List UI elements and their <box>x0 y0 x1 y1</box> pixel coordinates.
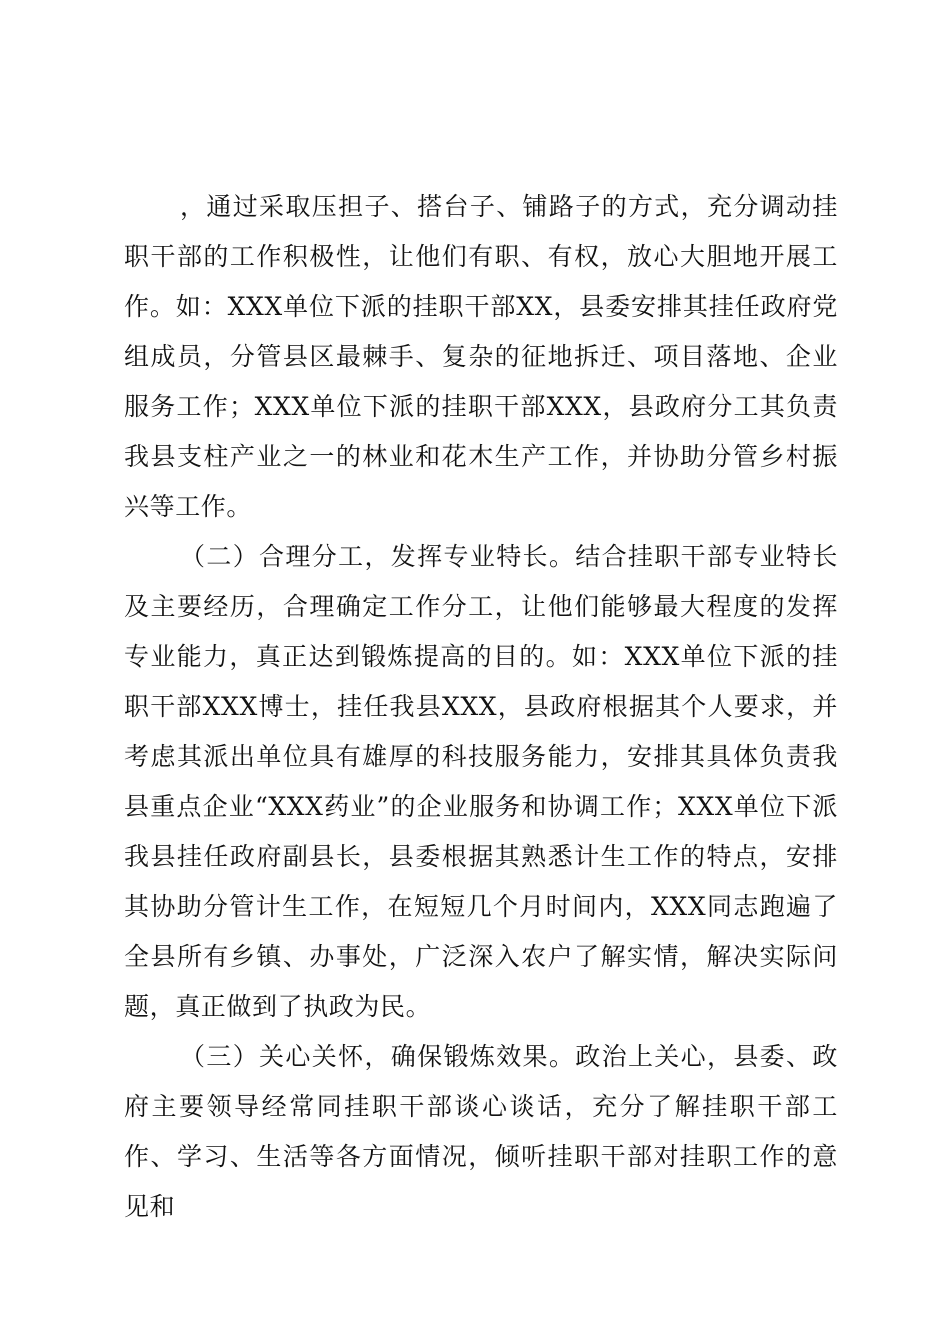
paragraph-continuation: ，通过采取压担子、搭台子、铺路子的方式，充分调动挂职干部的工作积极性，让他们有职、有权，放心大胆地开展工作。如：XXX单位下派的挂职干部XX，县委安排其挂任政府党组成员，分管县区最棘手、复杂的征地拆迁、项目落地、企业服务工作；XXX单位下派的挂职干部XXX，县政府分工其负责我县支柱产业之一的林业和花木生产工作，并协助分管乡村振兴等工作。 <box>124 192 838 521</box>
paragraph-section-2: （二）合理分工，发挥专业特长。结合挂职干部专业特长及主要经历，合理确定工作分工，让他们能够最大程度的发挥专业能力，真正达到锻炼提高的目的。如：XXX单位下派的挂职干部XXX博士，挂任我县XXX，县政府根据其个人要求，并考虑其派出单位具有雄厚的科技服务能力，安排其具体负责我县重点企业“XXX药业”的企业服务和协调工作；XXX单位下派我县挂任政府副县长，县委根据其熟悉计生工作的特点，安排其协助分管计生工作，在短短几个月时间内，XXX同志跑遍了全县所有乡镇、办事处，广泛深入农户了解实情，解决实际问题，真正做到了执政为民。 <box>124 542 838 1021</box>
paragraph-section-3: （三）关心关怀，确保锻炼效果。政治上关心，县委、政府主要领导经常同挂职干部谈心谈话，充分了解挂职干部工作、学习、生活等各方面情况，倾听挂职干部对挂职工作的意见和 <box>124 1042 838 1221</box>
body-text <box>124 182 838 1232</box>
